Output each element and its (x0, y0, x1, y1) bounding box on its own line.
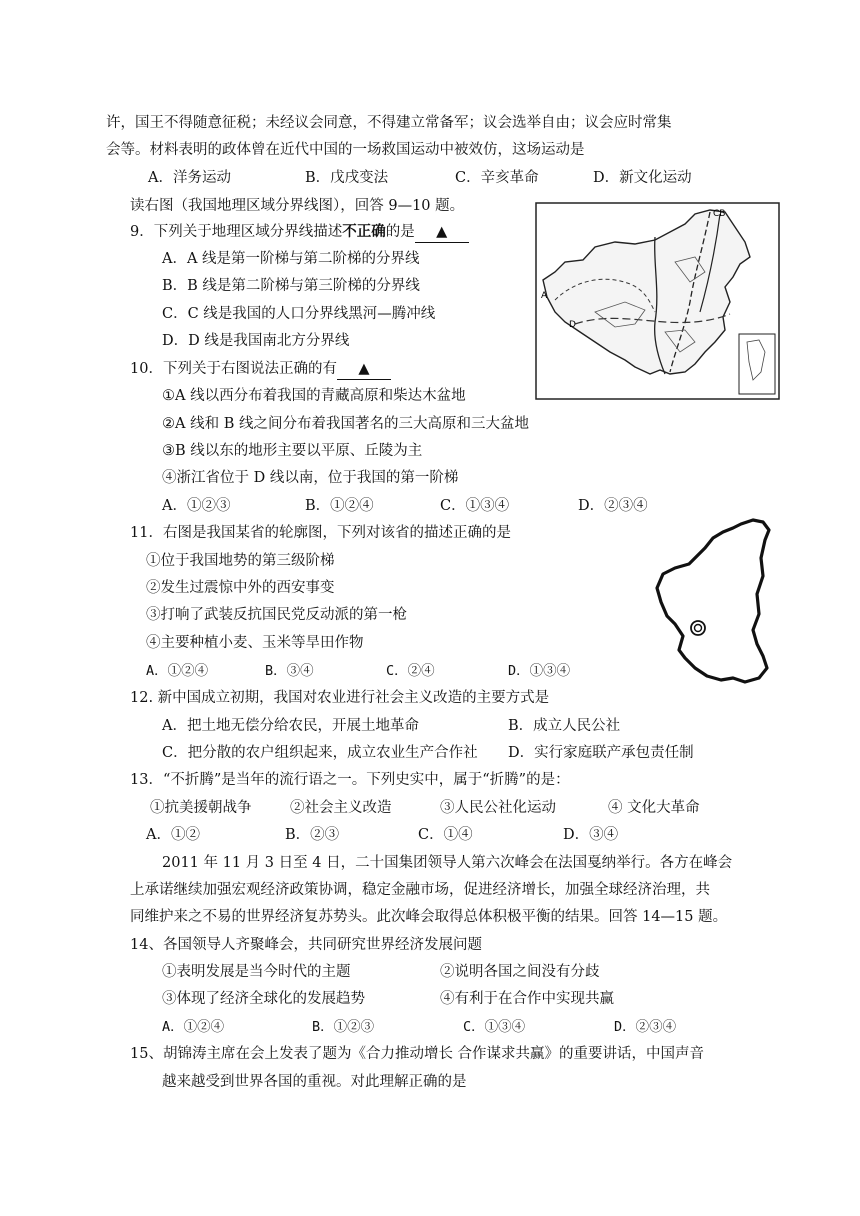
intro-option-a: A．洋务运动 (148, 170, 231, 186)
q9-option-a: A．A 线是第一阶梯与第二阶梯的分界线 (162, 251, 420, 267)
q13-item-1: ①抗美援朝战争 (150, 800, 252, 816)
q14-item-3: ③体现了经济全球化的发展趋势 (162, 991, 365, 1007)
q11-item-3: ③打响了武装反抗国民党反动派的第一枪 (146, 607, 407, 623)
q10-item-4: ④浙江省位于 D 线以南，位于我国的第一阶梯 (162, 470, 459, 486)
china-map-svg (535, 202, 780, 400)
q14-stem: 14、各国领导人齐聚峰会，共同研究世界经济发展问题 (130, 937, 482, 953)
q12-stem: 12. 新中国成立初期，我国对农业进行社会主义改造的主要方式是 (130, 690, 550, 706)
q10-option-b: B．①②④ (305, 498, 374, 514)
q10-option-c: C．①③④ (440, 498, 510, 514)
q10-option-d: D．②③④ (578, 498, 648, 514)
q12-option-c: C．把分散的农户组织起来，成立农业生产合作社 (162, 745, 478, 761)
q14-item-1: ①表明发展是当今时代的主题 (162, 964, 351, 980)
q9-option-c: C．C 线是我国的人口分界线黑河—腾冲线 (162, 306, 436, 322)
q15-line-1: 15、胡锦涛主席在会上发表了题为《合力推动增长 合作谋求共赢》的重要讲话，中国声音 (130, 1046, 705, 1062)
q13-item-3: ③人民公社化运动 (440, 800, 556, 816)
q9-stem-bold: 不正确 (342, 223, 386, 240)
q10-item-2: ②A 线和 B 线之间分布着我国著名的三大高原和三大盆地 (162, 416, 529, 432)
q9-stem (130, 222, 469, 243)
q11-option-b: B．③④ (265, 663, 314, 679)
q13-option-d: D．③④ (563, 827, 619, 843)
q11-stem: 11．右图是我国某省的轮廓图，下列对该省的描述正确的是 (130, 525, 511, 541)
q10-answer-blank: ▲ (337, 359, 391, 380)
q13-stem: 13．“不折腾”是当年的流行语之一。下列史实中，属于“折腾”的是： (130, 772, 570, 788)
material-line-3: 同维护来之不易的世界经济复苏势头。此次峰会取得总体积极平衡的结果。回答 14—15 题。 (130, 909, 728, 925)
q14-option-b: B．①②③ (312, 1019, 375, 1035)
q14-option-c: C．①③④ (463, 1019, 526, 1035)
intro-option-c: C．辛亥革命 (455, 170, 539, 186)
material-line-1: 2011 年 11 月 3 日至 4 日，二十国集团领导人第六次峰会在法国戛纳举行。各方在峰会 (162, 855, 733, 871)
q10-item-1: ①A 线以西分布着我国的青藏高原和柴达木盆地 (162, 388, 466, 404)
q11-item-2: ②发生过震惊中外的西安事变 (146, 580, 335, 596)
q13-option-a: A．①② (146, 827, 200, 843)
q13-option-c: C．①④ (418, 827, 473, 843)
china-boundary-map (535, 202, 780, 400)
province-outline-svg (655, 518, 775, 686)
q10-stem (130, 359, 391, 380)
q12-option-d: D．实行家庭联产承包责任制 (508, 745, 694, 761)
q13-item-2: ②社会主义改造 (290, 800, 392, 816)
q13-option-b: B．②③ (285, 827, 340, 843)
intro-line-1: 许，国王不得随意征税；未经议会同意，不得建立常备军；议会选举自由；议会应时常集 (106, 115, 672, 131)
q9-answer-blank: ▲ (415, 222, 469, 243)
q14-item-2: ②说明各国之间没有分歧 (440, 964, 600, 980)
q10-option-a: A．①②③ (162, 498, 231, 514)
q15-line-2: 越来越受到世界各国的重视。对此理解正确的是 (162, 1074, 467, 1090)
q14-option-d: D．②③④ (614, 1019, 677, 1035)
q9-option-d: D．D 线是我国南北方分界线 (162, 333, 350, 349)
intro-option-d: D．新文化运动 (593, 170, 692, 186)
map-intro: 读右图（我国地理区域分界线图），回答 9—10 题。 (130, 198, 465, 214)
q11-option-c: C．②④ (386, 663, 435, 679)
material-line-2: 上承诺继续加强宏观经济政策协调，稳定金融市场，促进经济增长，加强全球经济治理，共 (130, 882, 710, 898)
province-outline-map (655, 518, 775, 686)
q10-stem-text: 10．下列关于右图说法正确的有 (130, 361, 337, 377)
intro-line-2: 会等。材料表明的政体曾在近代中国的一场救国运动中被效仿，这场运动是 (106, 142, 585, 158)
q11-item-1: ①位于我国地势的第三级阶梯 (146, 553, 335, 569)
q14-option-a: A．①②④ (162, 1019, 225, 1035)
q11-item-4: ④主要种植小麦、玉米等旱田作物 (146, 635, 364, 651)
map-label-a: A (541, 291, 548, 301)
q12-option-a: A．把土地无偿分给农民，开展土地革命 (162, 718, 419, 734)
q13-item-4: ④ 文化大革命 (608, 800, 700, 816)
q11-option-d: D．①③④ (508, 663, 571, 679)
map-label-cb: CB (713, 209, 726, 219)
q14-item-4: ④有利于在合作中实现共赢 (440, 991, 614, 1007)
map-label-d: D (569, 320, 576, 330)
q12-option-b: B．成立人民公社 (508, 718, 621, 734)
q11-option-a: A．①②④ (146, 663, 209, 679)
q9-stem-b: 的是 (385, 224, 415, 240)
intro-option-b: B．戊戌变法 (305, 170, 389, 186)
q9-stem-a: 9．下列关于地理区域分界线描述 (130, 224, 343, 240)
q9-option-b: B．B 线是第二阶梯与第三阶梯的分界线 (162, 278, 420, 294)
q10-item-3: ③B 线以东的地形主要以平原、丘陵为主 (162, 443, 423, 459)
